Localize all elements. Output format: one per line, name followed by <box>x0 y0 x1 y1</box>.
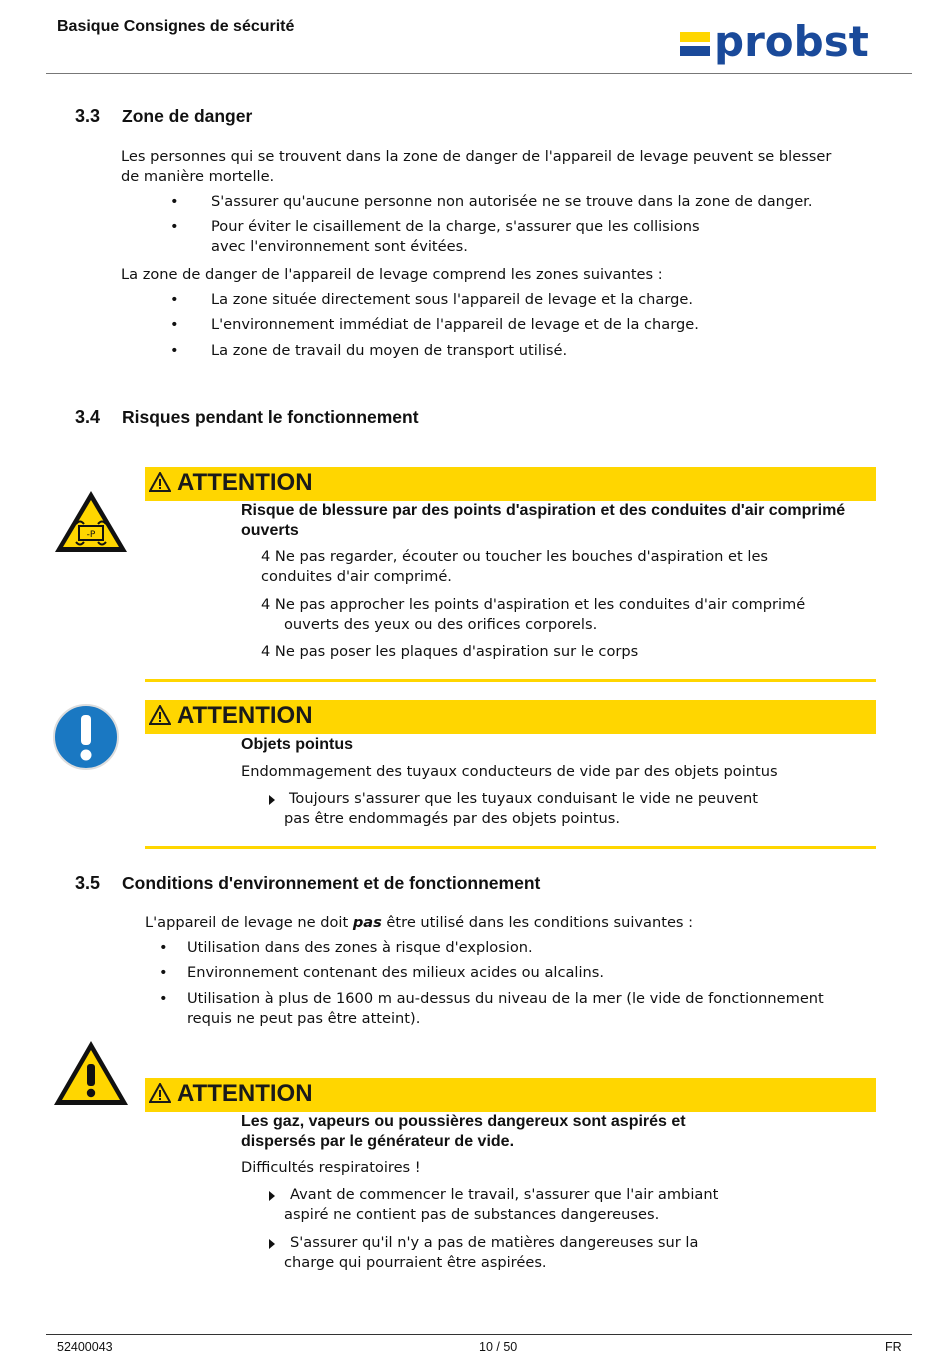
warning-banner <box>145 700 876 734</box>
list-item: Environnement contenant des milieux acides ou alcalins. <box>187 964 605 981</box>
footer-divider <box>46 1334 912 1335</box>
bullet-dot: • <box>159 939 168 956</box>
document-header-title: Basique Consignes de sécurité <box>57 18 295 35</box>
footer-language: FR <box>885 1340 902 1354</box>
warning-title: Les gaz, vapeurs ou poussières dangereux sont aspirés et dispersés par le générateur de vide. <box>241 1113 686 1150</box>
mandatory-exclamation-icon <box>52 703 120 771</box>
suction-warning-icon <box>52 488 130 556</box>
warning-action: Toujours s'assurer que les tuyaux conduisant le vide ne peuvent pas être endommagés par des objets pointus. <box>284 790 758 827</box>
warning-action: Avant de commencer le travail, s'assurer que l'air ambiant aspiré ne contient pas de substances dangereuses. <box>284 1186 719 1223</box>
warning-banner <box>145 467 876 501</box>
bullet-dot: • <box>170 342 179 359</box>
bullet-dot: • <box>159 964 168 981</box>
section-title: Conditions d'environnement et de fonctionnement <box>122 873 541 893</box>
section-title: Risques pendant le fonctionnement <box>122 407 419 427</box>
probst-logo <box>680 22 906 70</box>
warning-end-rule <box>145 679 876 682</box>
warning-banner <box>145 1078 876 1112</box>
bullet-dot: • <box>170 291 179 308</box>
warning-label: ATTENTION <box>177 1080 313 1107</box>
warning-triangle-icon <box>149 705 171 725</box>
logo-text: probst <box>714 22 869 66</box>
warning-item: 4 Ne pas poser les plaques d'aspiration sur le corps <box>261 643 639 660</box>
warning-text: Difficultés respiratoires ! <box>241 1159 421 1176</box>
list-item: Utilisation à plus de 1600 m au-dessus du niveau de la mer (le vide de fonctionnement requis ne peut pas être atteint). <box>187 990 824 1027</box>
list-item: Pour éviter le cisaillement de la charge, s'assurer que les collisions avec l'environnement sont évitées. <box>211 218 700 255</box>
warning-action: S'assurer qu'il n'y a pas de matières dangereuses sur la charge qui pourraient être aspirées. <box>284 1234 699 1271</box>
general-warning-icon <box>52 1038 130 1108</box>
footer-doc-number: 52400043 <box>57 1340 113 1354</box>
list-item: S'assurer qu'aucune personne non autorisée ne se trouve dans la zone de danger. <box>211 193 813 210</box>
list-item: La zone de travail du moyen de transport utilisé. <box>211 342 568 359</box>
footer-page-number: 10 / 50 <box>479 1340 518 1354</box>
svg-text:-P: -P <box>86 530 96 540</box>
bullet-dot: • <box>170 193 179 210</box>
paragraph-zone: La zone de danger de l'appareil de levage comprend les zones suivantes : <box>121 266 663 283</box>
paragraph-intro: L'appareil de levage ne doit pas être utilisé dans les conditions suivantes : <box>145 914 694 931</box>
warning-text: Endommagement des tuyaux conducteurs de vide par des objets pointus <box>241 763 778 780</box>
warning-title: Objets pointus <box>241 736 353 753</box>
list-item: Utilisation dans des zones à risque d'explosion. <box>187 939 533 956</box>
bullet-dot: • <box>170 316 179 333</box>
warning-item: 4 Ne pas regarder, écouter ou toucher les bouches d'aspiration et les conduites d'air comprimé. <box>261 548 769 585</box>
list-item: L'environnement immédiat de l'appareil de levage et de la charge. <box>211 316 699 333</box>
list-item: La zone située directement sous l'appareil de levage et la charge. <box>211 291 693 308</box>
warning-item: 4 Ne pas approcher les points d'aspiration et les conduites d'air comprimé ouverts des yeux ou des orifices corporels. <box>261 596 806 633</box>
paragraph-intro: Les personnes qui se trouvent dans la zone de danger de l'appareil de levage peuvent se blesser de manière mortelle. <box>121 148 832 185</box>
section-title: Zone de danger <box>122 106 253 126</box>
warning-title: Risque de blessure par des points d'aspiration et des conduites d'air comprimé ouverts <box>241 502 846 539</box>
warning-triangle-icon <box>149 472 171 492</box>
warning-label: ATTENTION <box>177 702 313 729</box>
action-arrow-icon <box>268 1238 276 1250</box>
section-number: 3.5 <box>75 873 101 893</box>
section-number: 3.4 <box>75 407 101 427</box>
action-arrow-icon <box>268 794 276 806</box>
action-arrow-icon <box>268 1190 276 1202</box>
header-divider <box>46 73 912 74</box>
warning-triangle-icon <box>149 1083 171 1103</box>
emphasis: pas <box>352 914 382 931</box>
warning-label: ATTENTION <box>177 469 313 496</box>
section-number: 3.3 <box>75 106 101 126</box>
bullet-dot: • <box>170 218 179 235</box>
warning-end-rule <box>145 846 876 849</box>
bullet-dot: • <box>159 990 168 1007</box>
